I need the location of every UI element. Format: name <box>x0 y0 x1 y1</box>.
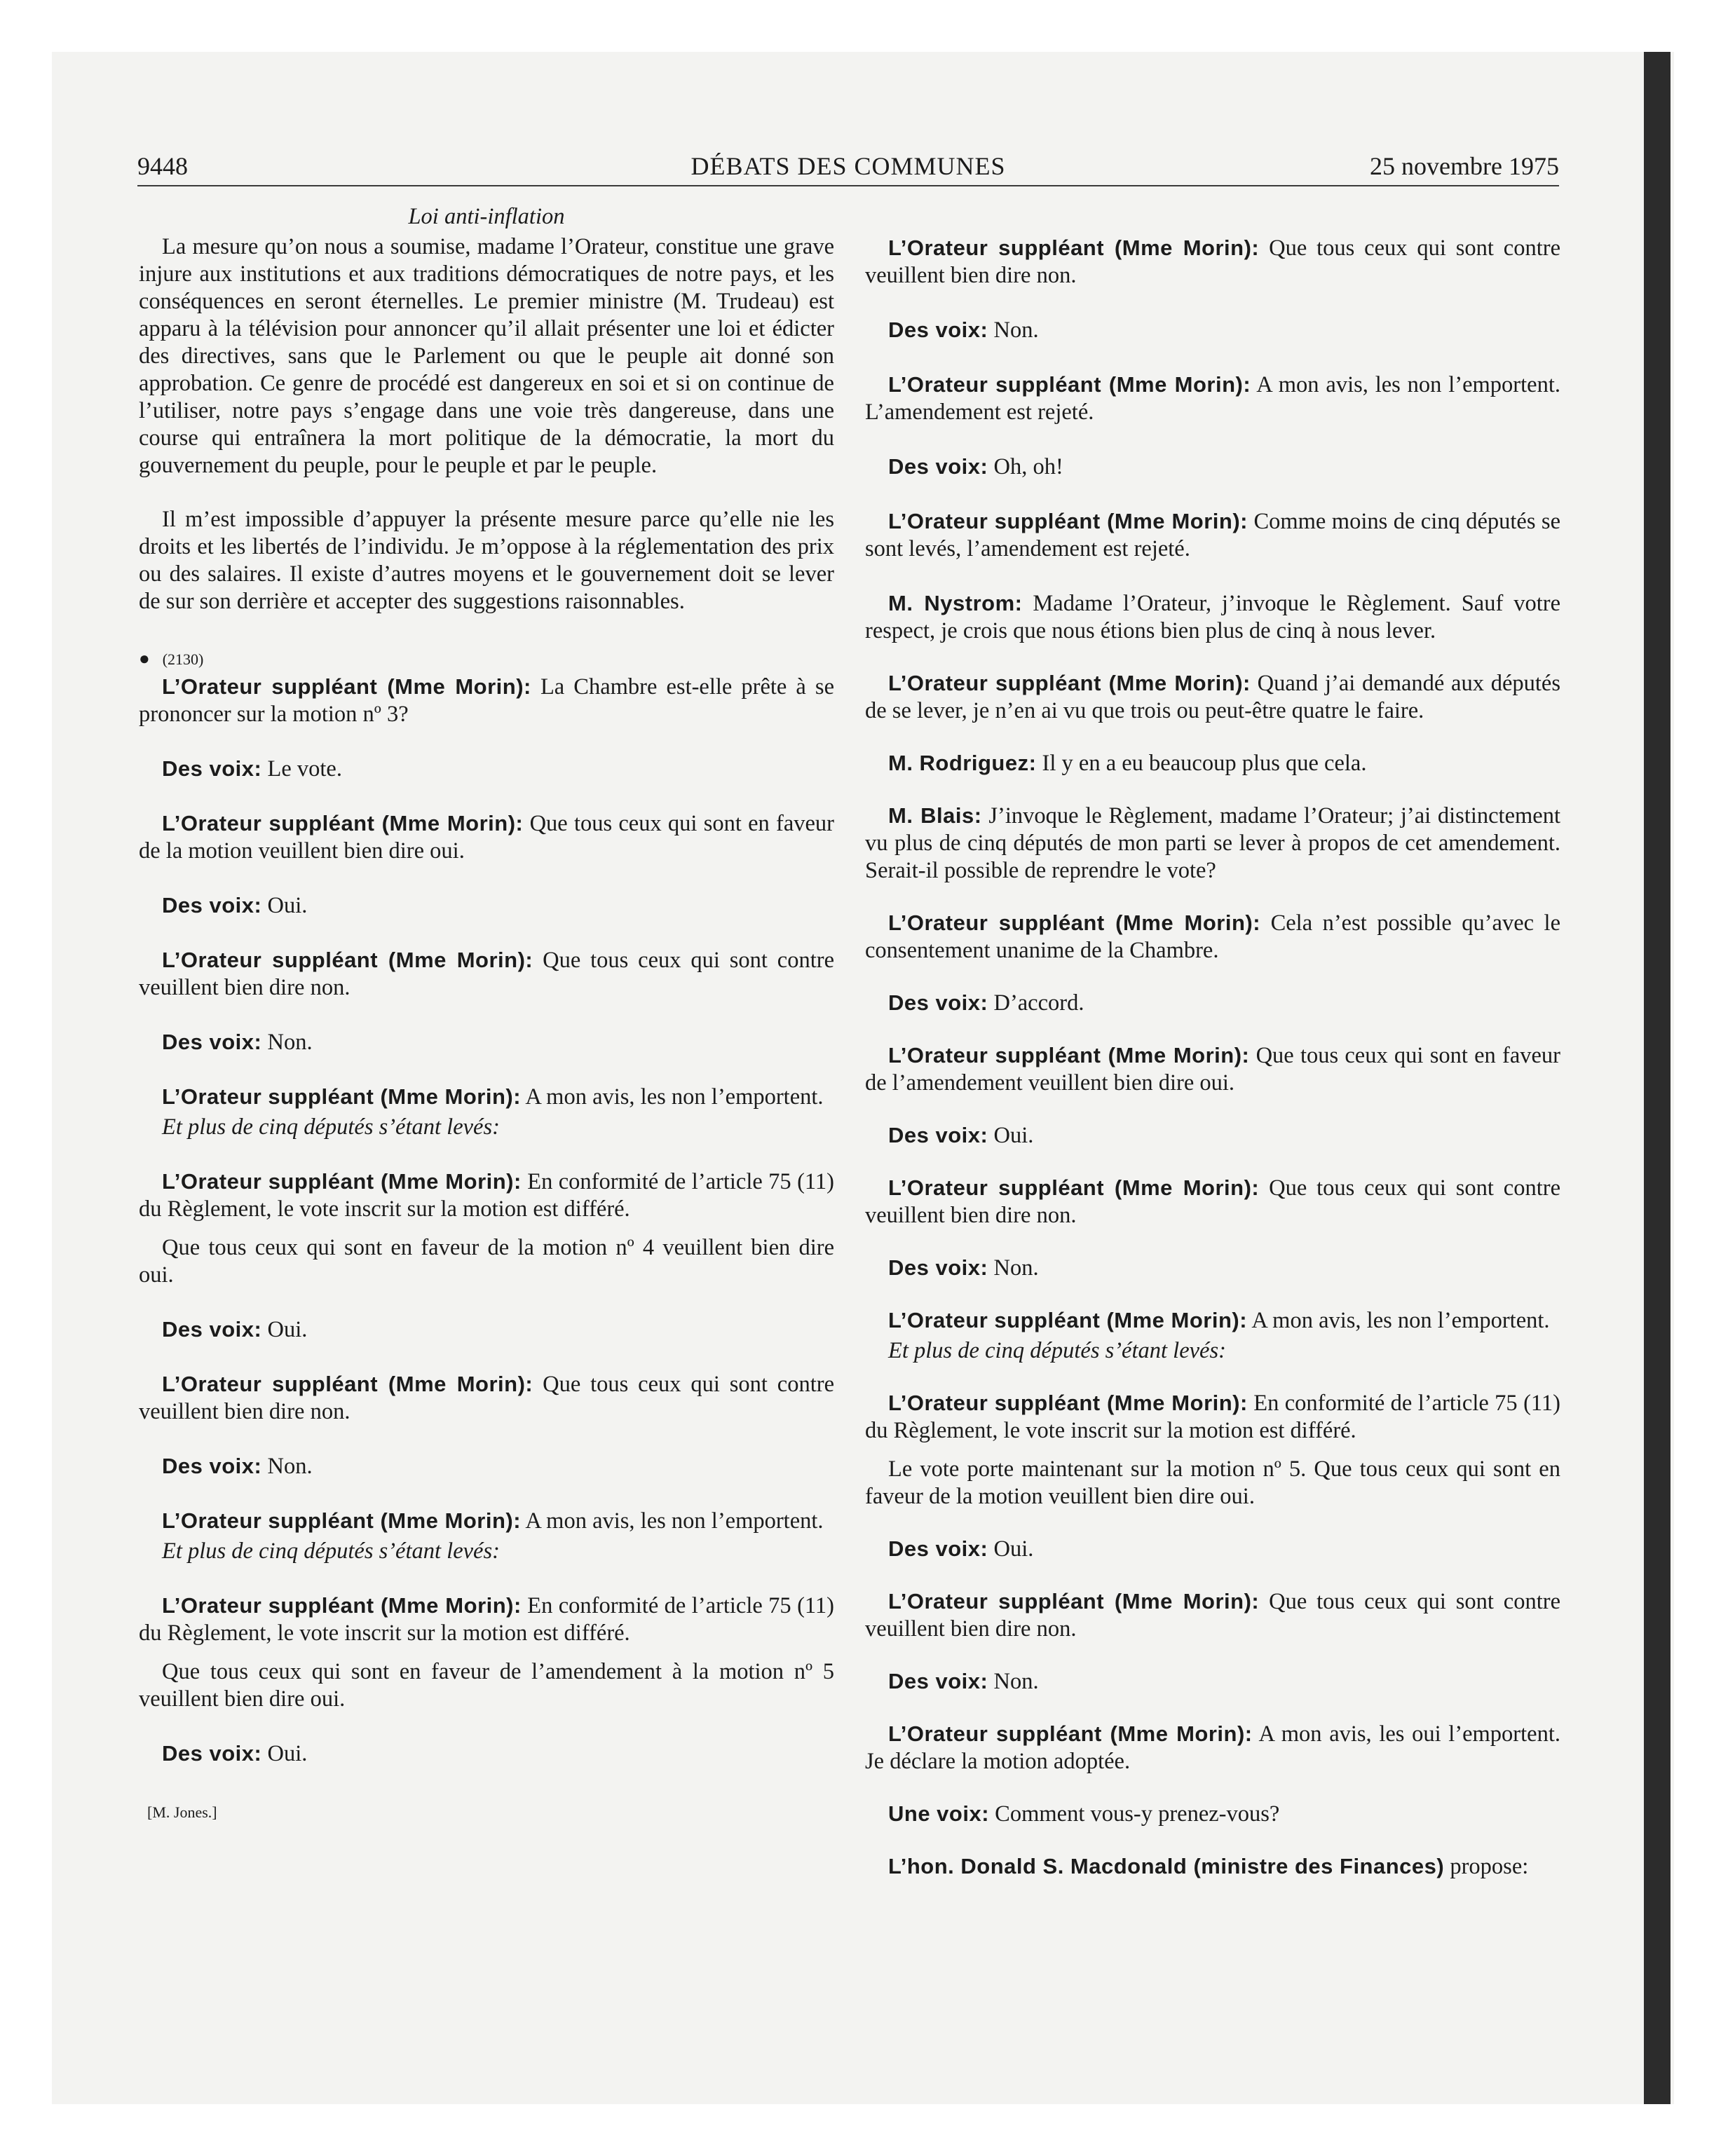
speech-paragraph <box>865 316 1560 344</box>
speaker-name: Des voix: <box>162 1030 262 1054</box>
speech-text: Non. <box>993 318 1039 343</box>
speaker-name: L’Orateur suppléant (Mme Morin): <box>888 509 1248 533</box>
speaker-name: Des voix: <box>888 318 988 342</box>
speaker-name: Des voix: <box>888 1669 988 1693</box>
speech-paragraph <box>139 1452 834 1480</box>
speech-paragraph <box>865 1800 1560 1828</box>
paragraph: Que tous ceux qui sont en faveur de l’amendement à la motion nº 5 veuillent bien dire oui. <box>139 1659 834 1712</box>
speech-text: A mon avis, les non l’emportent. <box>1251 1308 1550 1333</box>
speech-text: Que tous ceux qui sont en faveur de l’amendement veuillent bien dire oui. <box>865 1043 1560 1096</box>
speaker-name: L’Orateur suppléant (Mme Morin): <box>162 1508 522 1533</box>
speaker-name: L’Orateur suppléant (Mme Morin): <box>888 236 1260 260</box>
speech-text: Que tous ceux qui sont contre veuillent bien dire non. <box>865 236 1561 288</box>
scan-edge-shadow <box>1644 52 1671 2104</box>
speaker-name: L’Orateur suppléant (Mme Morin): <box>162 674 531 699</box>
speaker-name: Des voix: <box>888 1123 988 1147</box>
paragraph: La mesure qu’on nous a soumise, madame l’Orateur, constitue une grave injure aux institutions et aux traditions démocratiques de notre pays, et les conséquences en seront éternelles. Le premier ministre (M. Trudeau) est apparu à la télévision pour annoncer qu’il allait présenter une loi et édicter des directives, sans que le Parlement ou que le peuple ait donné son approbation. Ce genre de procédé est dangereux en soi et si on continue de l’utiliser, notre pays s’engage dans une voie très dangereuse, dans une course qui entraînera la mort politique de la démocratie, la mort du gouvernement du peuple, pour le peuple et par le peuple. <box>139 234 834 478</box>
speech-text: Que tous ceux qui sont contre veuillent bien dire non. <box>139 948 835 1000</box>
speech-text: Que tous ceux qui sont contre veuillent bien dire non. <box>865 1589 1561 1642</box>
speech-text: Oui. <box>267 893 308 918</box>
bullet-icon: ● <box>139 648 150 669</box>
section-title: Loi anti-inflation <box>408 204 565 229</box>
speech-text: Non. <box>993 1255 1039 1281</box>
speech-paragraph <box>865 669 1560 725</box>
speech-paragraph <box>865 802 1560 885</box>
speaker-name: L’Orateur suppléant (Mme Morin): <box>162 1593 522 1618</box>
speech-paragraph <box>139 1083 834 1111</box>
speaker-name: L’Orateur suppléant (Mme Morin): <box>162 1372 533 1396</box>
speech-paragraph <box>139 1740 834 1768</box>
speech-paragraph <box>139 1370 834 1426</box>
speech-text: Oh, oh! <box>993 454 1063 479</box>
header-rule <box>137 185 1559 186</box>
speech-text: Oui. <box>267 1317 308 1342</box>
speaker-name: Des voix: <box>162 1317 262 1342</box>
speaker-name: L’Orateur suppléant (Mme Morin): <box>888 1391 1248 1415</box>
speech-paragraph <box>865 1588 1560 1643</box>
speech-text: Quand j’ai demandé aux députés de se lever, je n’en ai vu que trois ou peut-être quatre le faire. <box>865 671 1560 723</box>
paragraph: Le vote porte maintenant sur la motion nº 5. Que tous ceux qui sont en faveur de la motion veuillent bien dire oui. <box>865 1456 1560 1509</box>
right-column <box>865 234 1560 1881</box>
speech-text: Le vote. <box>267 756 342 782</box>
speech-paragraph <box>139 1592 834 1647</box>
speech-text: Non. <box>993 1669 1039 1694</box>
speaker-name: L’Orateur suppléant (Mme Morin): <box>888 1721 1253 1746</box>
procedural-note: Et plus de cinq députés s’étant levés: <box>162 1538 500 1564</box>
speech-text: En conformité de l’article 75 (11) du Règlement, le vote inscrit sur la motion est différé. <box>865 1391 1561 1443</box>
page-header <box>137 149 1559 184</box>
speech-paragraph <box>865 507 1560 563</box>
speech-text: Que tous ceux qui sont contre veuillent bien dire non. <box>139 1372 835 1424</box>
speech-text: Non. <box>267 1030 313 1055</box>
speaker-name: Des voix: <box>888 454 988 479</box>
speech-text: J’invoque le Règlement, madame l’Orateur; j’ai distinctement vu plus de cinq députés de mon parti se lever à propos de cet amendement. Serait-il possible de reprendre le vote? <box>865 803 1560 883</box>
speaker-name: M. Nystrom: <box>888 591 1023 615</box>
speech-paragraph <box>139 1316 834 1344</box>
speech-paragraph <box>865 234 1560 289</box>
speech-paragraph <box>865 1389 1560 1445</box>
speech-text: Oui. <box>993 1123 1034 1148</box>
speech-text: A mon avis, les non l’emportent. <box>525 1084 824 1110</box>
issue-date: 25 novembre 1975 <box>1370 152 1559 180</box>
speech-paragraph <box>139 673 834 728</box>
speech-paragraph <box>139 755 834 783</box>
paragraph: Il m’est impossible d’appuyer la présente mesure parce qu’elle nie les droits et les libertés de l’individu. Je m’oppose à la réglementation des prix ou des salaires. Il existe d’autres moyens et le gouvernement doit se lever de sur son derrière et accepter des suggestions raisonnables. <box>139 507 834 614</box>
speaker-name: Une voix: <box>888 1801 990 1826</box>
speaker-name: L’Orateur suppléant (Mme Morin): <box>162 1169 522 1194</box>
paragraph: Que tous ceux qui sont en faveur de la motion nº 4 veuillent bien dire oui. <box>139 1235 834 1288</box>
speech-text: Que tous ceux qui sont contre veuillent bien dire non. <box>865 1175 1561 1228</box>
speech-text: A mon avis, les non l’emportent. <box>525 1508 824 1534</box>
speech-text: propose: <box>1450 1854 1529 1879</box>
speech-paragraph <box>865 371 1560 426</box>
speech-paragraph <box>865 1174 1560 1229</box>
speaker-name: Des voix: <box>162 893 262 917</box>
speech-text: En conformité de l’article 75 (11) du Règlement, le vote inscrit sur la motion est différé. <box>139 1593 835 1646</box>
speaker-name: Des voix: <box>888 990 988 1015</box>
publication-title: DÉBATS DES COMMUNES <box>690 152 1006 180</box>
left-column <box>139 203 834 1826</box>
speech-paragraph <box>865 1306 1560 1335</box>
speech-paragraph <box>865 1720 1560 1775</box>
speaker-name: L’Orateur suppléant (Mme Morin): <box>888 671 1251 695</box>
speech-paragraph <box>865 989 1560 1017</box>
speech-text: D’accord. <box>993 990 1084 1016</box>
speech-paragraph <box>139 1028 834 1056</box>
speaker-name: L’hon. Donald S. Macdonald (ministre des Finances) <box>888 1854 1445 1878</box>
speaker-name: L’Orateur suppléant (Mme Morin): <box>162 811 524 835</box>
speech-paragraph <box>865 1042 1560 1097</box>
speech-text: Oui. <box>993 1536 1034 1562</box>
speaker-name: L’Orateur suppléant (Mme Morin): <box>162 1084 522 1109</box>
speaker-name: L’Orateur suppléant (Mme Morin): <box>888 1308 1248 1332</box>
speech-text: Cela n’est possible qu’avec le consentement unanime de la Chambre. <box>865 910 1561 963</box>
speaker-name: Des voix: <box>888 1255 988 1280</box>
speech-paragraph <box>865 1853 1560 1881</box>
procedural-note: Et plus de cinq députés s’étant levés: <box>162 1114 500 1140</box>
speaker-name: Des voix: <box>162 1454 262 1478</box>
speaker-footnote: [M. Jones.] <box>147 1803 217 1821</box>
procedural-note: Et plus de cinq députés s’étant levés: <box>888 1338 1226 1363</box>
speech-text: Que tous ceux qui sont en faveur de la motion veuillent bien dire oui. <box>139 811 834 864</box>
speaker-name: Des voix: <box>888 1536 988 1561</box>
speech-text: Comme moins de cinq députés se sont levés, l’amendement est rejeté. <box>865 509 1560 561</box>
speaker-name: L’Orateur suppléant (Mme Morin): <box>888 1043 1250 1067</box>
speech-paragraph <box>865 1535 1560 1563</box>
speech-text: La Chambre est-elle prête à se prononcer sur la motion nº 3? <box>139 674 835 727</box>
speaker-name: L’Orateur suppléant (Mme Morin): <box>162 948 533 972</box>
speech-paragraph <box>865 1254 1560 1282</box>
speech-paragraph <box>139 1168 834 1223</box>
speaker-name: Des voix: <box>162 756 262 781</box>
speaker-name: L’Orateur suppléant (Mme Morin): <box>888 910 1261 935</box>
speech-paragraph <box>139 1507 834 1535</box>
speech-text: Comment vous-y prenez-vous? <box>995 1801 1280 1827</box>
speaker-name: L’Orateur suppléant (Mme Morin): <box>888 372 1251 397</box>
time-marker <box>139 645 834 673</box>
speech-paragraph <box>865 589 1560 645</box>
speaker-name: L’Orateur suppléant (Mme Morin): <box>888 1589 1260 1613</box>
speech-text: En conformité de l’article 75 (11) du Règlement, le vote inscrit sur la motion est différé. <box>139 1169 835 1222</box>
speech-paragraph <box>139 946 834 1002</box>
speech-text: Oui. <box>267 1741 308 1766</box>
speech-paragraph <box>865 1667 1560 1696</box>
page-number: 9448 <box>137 152 188 180</box>
speech-text: Il y en a eu beaucoup plus que cela. <box>1042 751 1367 776</box>
speech-paragraph <box>139 892 834 920</box>
speech-text: Madame l’Orateur, j’invoque le Règlement. Sauf votre respect, je crois que nous étions bien plus de cinq à nous lever. <box>865 591 1560 643</box>
speech-paragraph <box>865 453 1560 481</box>
speech-text: Non. <box>267 1454 313 1479</box>
speech-paragraph <box>865 749 1560 777</box>
speech-paragraph <box>865 909 1560 964</box>
speech-text: A mon avis, les oui l’emportent. Je déclare la motion adoptée. <box>865 1721 1560 1774</box>
speech-text: A mon avis, les non l’emportent. L’amendement est rejeté. <box>865 372 1560 425</box>
speaker-name: M. Rodriguez: <box>888 751 1037 775</box>
speaker-name: Des voix: <box>162 1741 262 1766</box>
speech-paragraph <box>139 810 834 865</box>
speech-paragraph <box>865 1121 1560 1149</box>
speaker-name: L’Orateur suppléant (Mme Morin): <box>888 1175 1260 1200</box>
time-marker-text: (2130) <box>162 650 204 668</box>
speaker-name: M. Blais: <box>888 803 982 828</box>
